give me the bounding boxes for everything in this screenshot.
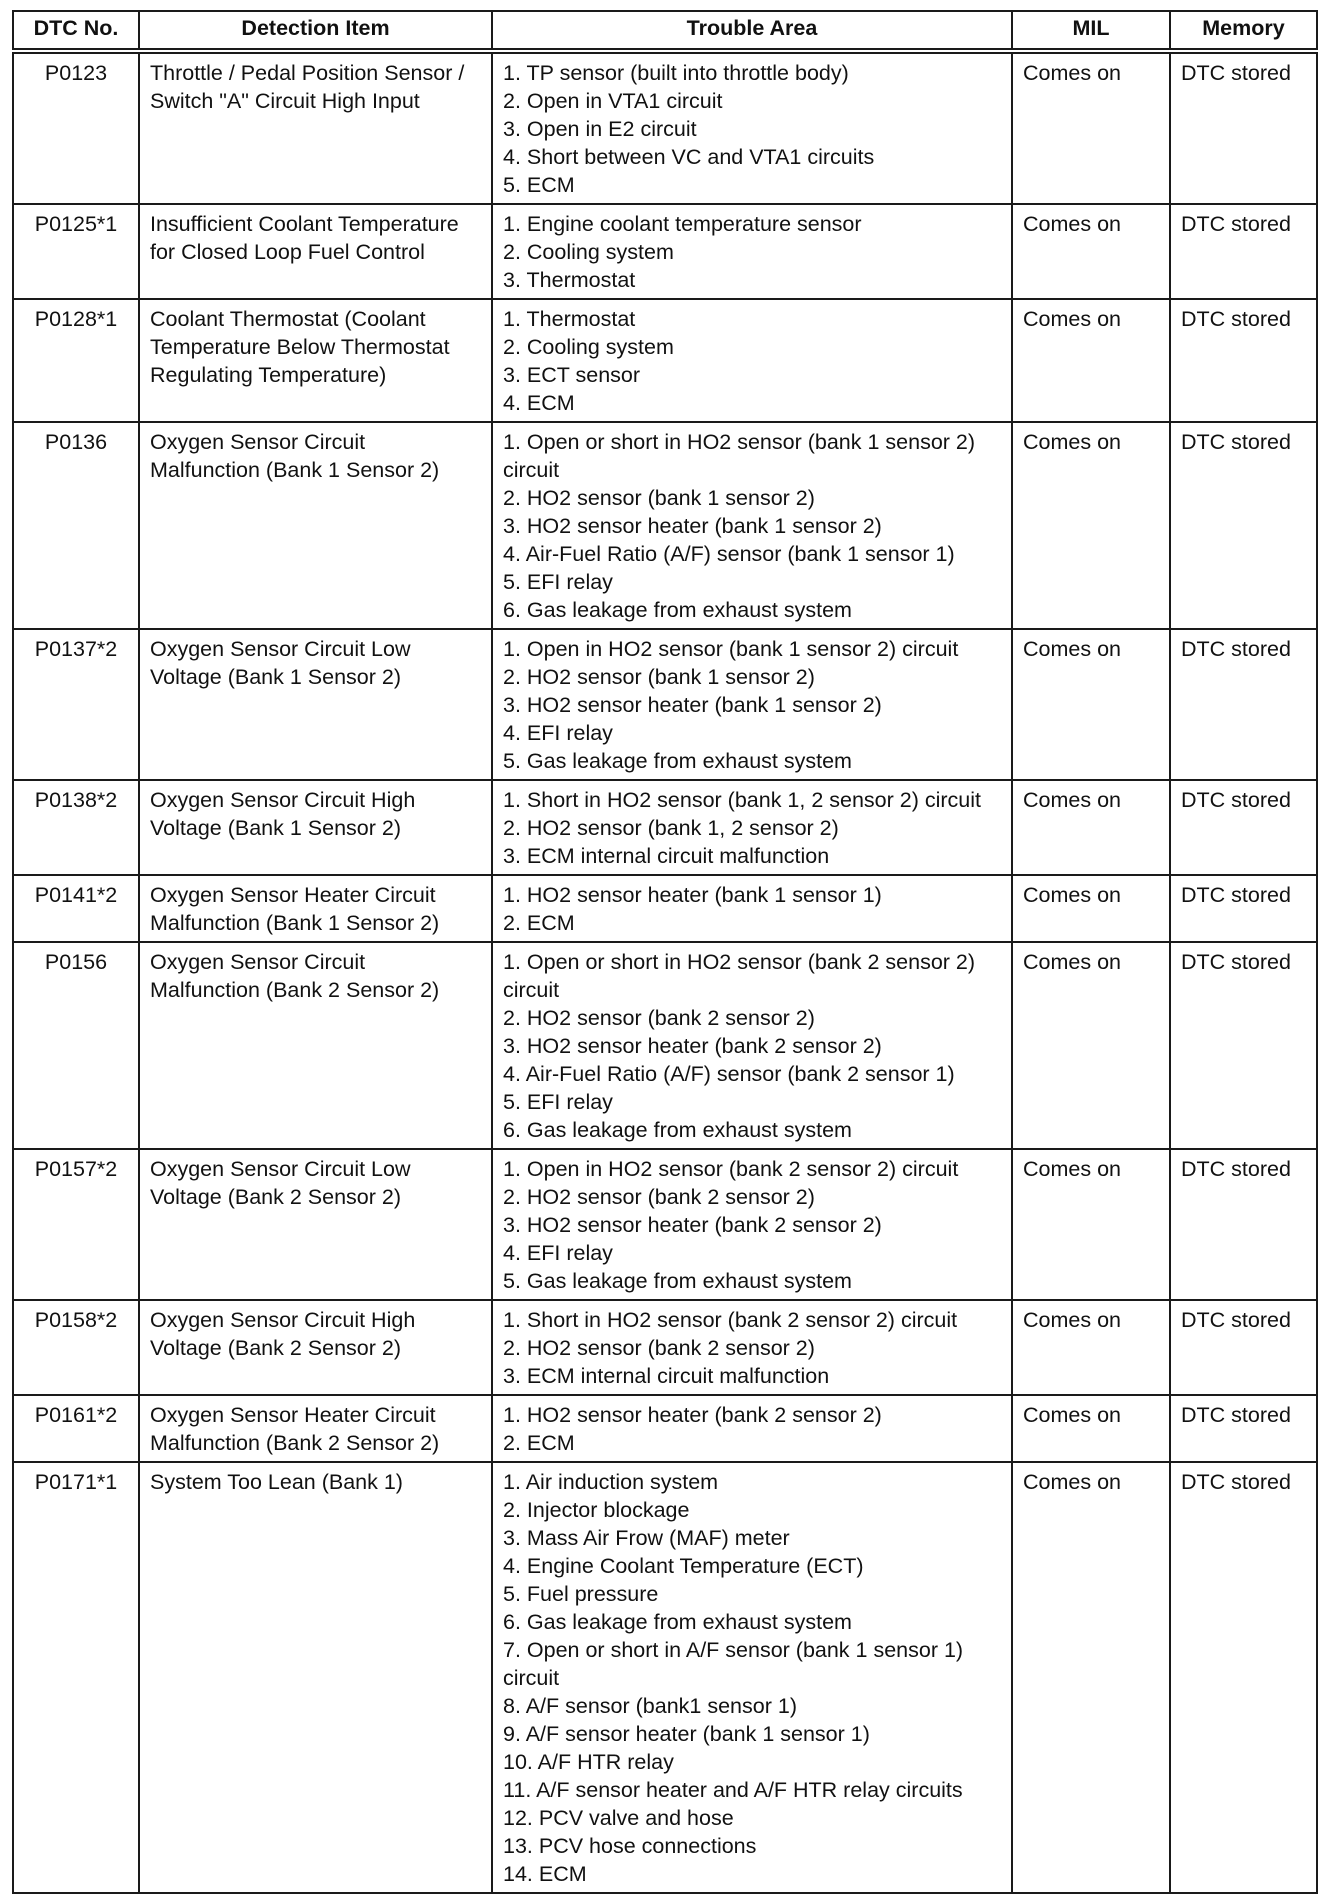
detection-item-line: Switch "A" Circuit High Input xyxy=(150,89,420,113)
table-body xyxy=(13,51,1317,1893)
trouble-area-line: 5. EFI relay xyxy=(503,1090,613,1114)
trouble-area-line: 3. ECM internal circuit malfunction xyxy=(503,844,830,868)
trouble-area-line: 1. Open or short in HO2 sensor (bank 2 sensor 2) xyxy=(503,950,976,974)
trouble-area-line: circuit xyxy=(503,458,560,482)
detection-item-line: Throttle / Pedal Position Sensor / xyxy=(150,61,465,85)
dtc-code-cell: P0123 xyxy=(13,51,139,204)
detection-item-line: Regulating Temperature) xyxy=(150,363,387,387)
memory-cell: DTC stored xyxy=(1170,1149,1317,1300)
detection-item-line: Oxygen Sensor Circuit High xyxy=(150,1308,416,1332)
trouble-area-line: 3. ECT sensor xyxy=(503,363,641,387)
trouble-area-line: 2. ECM xyxy=(503,1431,575,1455)
trouble-area-line: 11. A/F sensor heater and A/F HTR relay circuits xyxy=(503,1778,963,1802)
trouble-area-line: 5. Gas leakage from exhaust system xyxy=(503,1269,852,1293)
trouble-area-line: 3. Open in E2 circuit xyxy=(503,117,697,141)
detection-item-cell xyxy=(139,422,492,629)
detection-item-line: Oxygen Sensor Heater Circuit xyxy=(150,1403,436,1427)
detection-item-line: Malfunction (Bank 2 Sensor 2) xyxy=(150,978,440,1002)
trouble-area-line: 2. HO2 sensor (bank 2 sensor 2) xyxy=(503,1336,815,1360)
trouble-area-line: 5. EFI relay xyxy=(503,570,613,594)
trouble-area-line: 14. ECM xyxy=(503,1862,587,1886)
mil-cell: Comes on xyxy=(1012,51,1170,204)
trouble-area-line: 4. ECM xyxy=(503,391,575,415)
table-row xyxy=(13,629,1317,780)
trouble-area-line: 4. EFI relay xyxy=(503,721,613,745)
detection-item-line: Oxygen Sensor Circuit Low xyxy=(150,637,411,661)
header-detection-item: Detection Item xyxy=(139,11,492,51)
trouble-area-line: 5. ECM xyxy=(503,173,575,197)
table-row xyxy=(13,51,1317,204)
detection-item-line: Voltage (Bank 1 Sensor 2) xyxy=(150,816,401,840)
table-row xyxy=(13,204,1317,299)
dtc-code-cell: P0158*2 xyxy=(13,1300,139,1395)
trouble-area-cell xyxy=(492,1149,1012,1300)
trouble-area-line: 2. HO2 sensor (bank 1, 2 sensor 2) xyxy=(503,816,839,840)
trouble-area-line: 2. HO2 sensor (bank 2 sensor 2) xyxy=(503,1185,815,1209)
memory-cell: DTC stored xyxy=(1170,875,1317,942)
trouble-area-line: 1. Open in HO2 sensor (bank 2 sensor 2) circuit xyxy=(503,1157,959,1181)
trouble-area-line: 3. HO2 sensor heater (bank 1 sensor 2) xyxy=(503,514,882,538)
memory-cell: DTC stored xyxy=(1170,51,1317,204)
trouble-area-cell xyxy=(492,875,1012,942)
memory-cell: DTC stored xyxy=(1170,780,1317,875)
trouble-area-line: 3. Thermostat xyxy=(503,268,636,292)
trouble-area-line: 5. Fuel pressure xyxy=(503,1582,659,1606)
trouble-area-line: 4. Air-Fuel Ratio (A/F) sensor (bank 1 sensor 1) xyxy=(503,542,955,566)
trouble-area-cell xyxy=(492,629,1012,780)
trouble-area-cell xyxy=(492,1300,1012,1395)
trouble-area-line: 2. Open in VTA1 circuit xyxy=(503,89,723,113)
detection-item-cell xyxy=(139,942,492,1149)
trouble-area-line: circuit xyxy=(503,1666,560,1690)
trouble-area-cell xyxy=(492,51,1012,204)
trouble-area-line: 4. Engine Coolant Temperature (ECT) xyxy=(503,1554,864,1578)
trouble-area-line: 8. A/F sensor (bank1 sensor 1) xyxy=(503,1694,797,1718)
trouble-area-line: 2. HO2 sensor (bank 1 sensor 2) xyxy=(503,665,815,689)
detection-item-line: Voltage (Bank 1 Sensor 2) xyxy=(150,665,401,689)
trouble-area-line: 2. ECM xyxy=(503,911,575,935)
mil-cell: Comes on xyxy=(1012,1149,1170,1300)
trouble-area-line: 1. Short in HO2 sensor (bank 1, 2 sensor 2) circuit xyxy=(503,788,981,812)
trouble-area-line: 1. Open or short in HO2 sensor (bank 1 sensor 2) xyxy=(503,430,976,454)
dtc-code-cell: P0161*2 xyxy=(13,1395,139,1462)
detection-item-line: System Too Lean (Bank 1) xyxy=(150,1470,403,1494)
trouble-area-line: 6. Gas leakage from exhaust system xyxy=(503,1118,852,1142)
mil-cell: Comes on xyxy=(1012,422,1170,629)
table-row xyxy=(13,1462,1317,1893)
detection-item-cell xyxy=(139,780,492,875)
memory-cell: DTC stored xyxy=(1170,422,1317,629)
trouble-area-line: 1. HO2 sensor heater (bank 2 sensor 2) xyxy=(503,1403,882,1427)
trouble-area-line: 1. HO2 sensor heater (bank 1 sensor 1) xyxy=(503,883,882,907)
trouble-area-line: 5. Gas leakage from exhaust system xyxy=(503,749,852,773)
trouble-area-cell xyxy=(492,422,1012,629)
detection-item-cell xyxy=(139,1300,492,1395)
memory-cell: DTC stored xyxy=(1170,1462,1317,1893)
mil-cell: Comes on xyxy=(1012,875,1170,942)
table-row xyxy=(13,780,1317,875)
trouble-area-line: 2. Cooling system xyxy=(503,240,674,264)
trouble-area-line: 10. A/F HTR relay xyxy=(503,1750,674,1774)
trouble-area-line: 1. Short in HO2 sensor (bank 2 sensor 2) circuit xyxy=(503,1308,958,1332)
table-row xyxy=(13,1149,1317,1300)
trouble-area-line: 4. Short between VC and VTA1 circuits xyxy=(503,145,875,169)
dtc-table xyxy=(12,10,1318,1894)
header-memory: Memory xyxy=(1170,11,1317,51)
mil-cell: Comes on xyxy=(1012,1395,1170,1462)
detection-item-line: Oxygen Sensor Circuit Low xyxy=(150,1157,411,1181)
detection-item-cell xyxy=(139,1149,492,1300)
dtc-code-cell: P0136 xyxy=(13,422,139,629)
detection-item-cell xyxy=(139,204,492,299)
trouble-area-line: 3. HO2 sensor heater (bank 2 sensor 2) xyxy=(503,1213,882,1237)
trouble-area-line: 1. Engine coolant temperature sensor xyxy=(503,212,862,236)
trouble-area-line: 3. Mass Air Frow (MAF) meter xyxy=(503,1526,790,1550)
trouble-area-line: 3. HO2 sensor heater (bank 1 sensor 2) xyxy=(503,693,882,717)
mil-cell: Comes on xyxy=(1012,299,1170,422)
detection-item-cell xyxy=(139,1462,492,1893)
memory-cell: DTC stored xyxy=(1170,629,1317,780)
mil-cell: Comes on xyxy=(1012,204,1170,299)
trouble-area-line: circuit xyxy=(503,978,560,1002)
mil-cell: Comes on xyxy=(1012,629,1170,780)
trouble-area-line: 1. Thermostat xyxy=(503,307,636,331)
trouble-area-line: 4. Air-Fuel Ratio (A/F) sensor (bank 2 sensor 1) xyxy=(503,1062,955,1086)
detection-item-line: Malfunction (Bank 1 Sensor 2) xyxy=(150,458,440,482)
dtc-code-cell: P0157*2 xyxy=(13,1149,139,1300)
table-row xyxy=(13,1300,1317,1395)
memory-cell: DTC stored xyxy=(1170,942,1317,1149)
dtc-code-cell: P0156 xyxy=(13,942,139,1149)
header-row xyxy=(13,11,1317,51)
detection-item-cell xyxy=(139,51,492,204)
trouble-area-cell xyxy=(492,204,1012,299)
trouble-area-cell xyxy=(492,299,1012,422)
dtc-code-cell: P0137*2 xyxy=(13,629,139,780)
memory-cell: DTC stored xyxy=(1170,204,1317,299)
trouble-area-line: 3. HO2 sensor heater (bank 2 sensor 2) xyxy=(503,1034,882,1058)
memory-cell: DTC stored xyxy=(1170,1300,1317,1395)
trouble-area-line: 12. PCV valve and hose xyxy=(503,1806,734,1830)
trouble-area-line: 4. EFI relay xyxy=(503,1241,613,1265)
detection-item-cell xyxy=(139,875,492,942)
trouble-area-line: 13. PCV hose connections xyxy=(503,1834,757,1858)
detection-item-line: for Closed Loop Fuel Control xyxy=(150,240,425,264)
trouble-area-line: 6. Gas leakage from exhaust system xyxy=(503,1610,852,1634)
dtc-code-cell: P0138*2 xyxy=(13,780,139,875)
table-row xyxy=(13,875,1317,942)
trouble-area-line: 9. A/F sensor heater (bank 1 sensor 1) xyxy=(503,1722,870,1746)
trouble-area-line: 3. ECM internal circuit malfunction xyxy=(503,1364,830,1388)
detection-item-line: Malfunction (Bank 1 Sensor 2) xyxy=(150,911,440,935)
header-mil: MIL xyxy=(1012,11,1170,51)
detection-item-line: Voltage (Bank 2 Sensor 2) xyxy=(150,1336,401,1360)
detection-item-cell xyxy=(139,629,492,780)
trouble-area-line: 1. Open in HO2 sensor (bank 1 sensor 2) circuit xyxy=(503,637,959,661)
trouble-area-cell xyxy=(492,942,1012,1149)
table-row xyxy=(13,942,1317,1149)
mil-cell: Comes on xyxy=(1012,1462,1170,1893)
detection-item-line: Oxygen Sensor Circuit High xyxy=(150,788,416,812)
trouble-area-line: 7. Open or short in A/F sensor (bank 1 sensor 1) xyxy=(503,1638,964,1662)
trouble-area-cell xyxy=(492,1395,1012,1462)
table-row xyxy=(13,1395,1317,1462)
dtc-code-cell: P0125*1 xyxy=(13,204,139,299)
detection-item-line: Coolant Thermostat (Coolant xyxy=(150,307,426,331)
mil-cell: Comes on xyxy=(1012,780,1170,875)
trouble-area-line: 1. TP sensor (built into throttle body) xyxy=(503,61,849,85)
trouble-area-line: 2. HO2 sensor (bank 1 sensor 2) xyxy=(503,486,815,510)
detection-item-line: Insufficient Coolant Temperature xyxy=(150,212,459,236)
header-trouble-area: Trouble Area xyxy=(492,11,1012,51)
detection-item-line: Oxygen Sensor Circuit xyxy=(150,430,366,454)
mil-cell: Comes on xyxy=(1012,1300,1170,1395)
dtc-code-cell: P0141*2 xyxy=(13,875,139,942)
detection-item-line: Malfunction (Bank 2 Sensor 2) xyxy=(150,1431,440,1455)
detection-item-line: Voltage (Bank 2 Sensor 2) xyxy=(150,1185,401,1209)
trouble-area-cell xyxy=(492,1462,1012,1893)
table-row xyxy=(13,299,1317,422)
mil-cell: Comes on xyxy=(1012,942,1170,1149)
detection-item-line: Oxygen Sensor Heater Circuit xyxy=(150,883,436,907)
trouble-area-cell xyxy=(492,780,1012,875)
trouble-area-line: 6. Gas leakage from exhaust system xyxy=(503,598,852,622)
dtc-code-cell: P0171*1 xyxy=(13,1462,139,1893)
trouble-area-line: 1. Air induction system xyxy=(503,1470,719,1494)
trouble-area-line: 2. Cooling system xyxy=(503,335,674,359)
detection-item-line: Oxygen Sensor Circuit xyxy=(150,950,366,974)
memory-cell: DTC stored xyxy=(1170,299,1317,422)
table-header xyxy=(13,11,1317,51)
detection-item-cell xyxy=(139,1395,492,1462)
detection-item-cell xyxy=(139,299,492,422)
trouble-area-line: 2. HO2 sensor (bank 2 sensor 2) xyxy=(503,1006,815,1030)
detection-item-line: Temperature Below Thermostat xyxy=(150,335,450,359)
trouble-area-line: 2. Injector blockage xyxy=(503,1498,690,1522)
memory-cell: DTC stored xyxy=(1170,1395,1317,1462)
header-dtc-no: DTC No. xyxy=(13,11,139,51)
table-row xyxy=(13,422,1317,629)
dtc-code-cell: P0128*1 xyxy=(13,299,139,422)
